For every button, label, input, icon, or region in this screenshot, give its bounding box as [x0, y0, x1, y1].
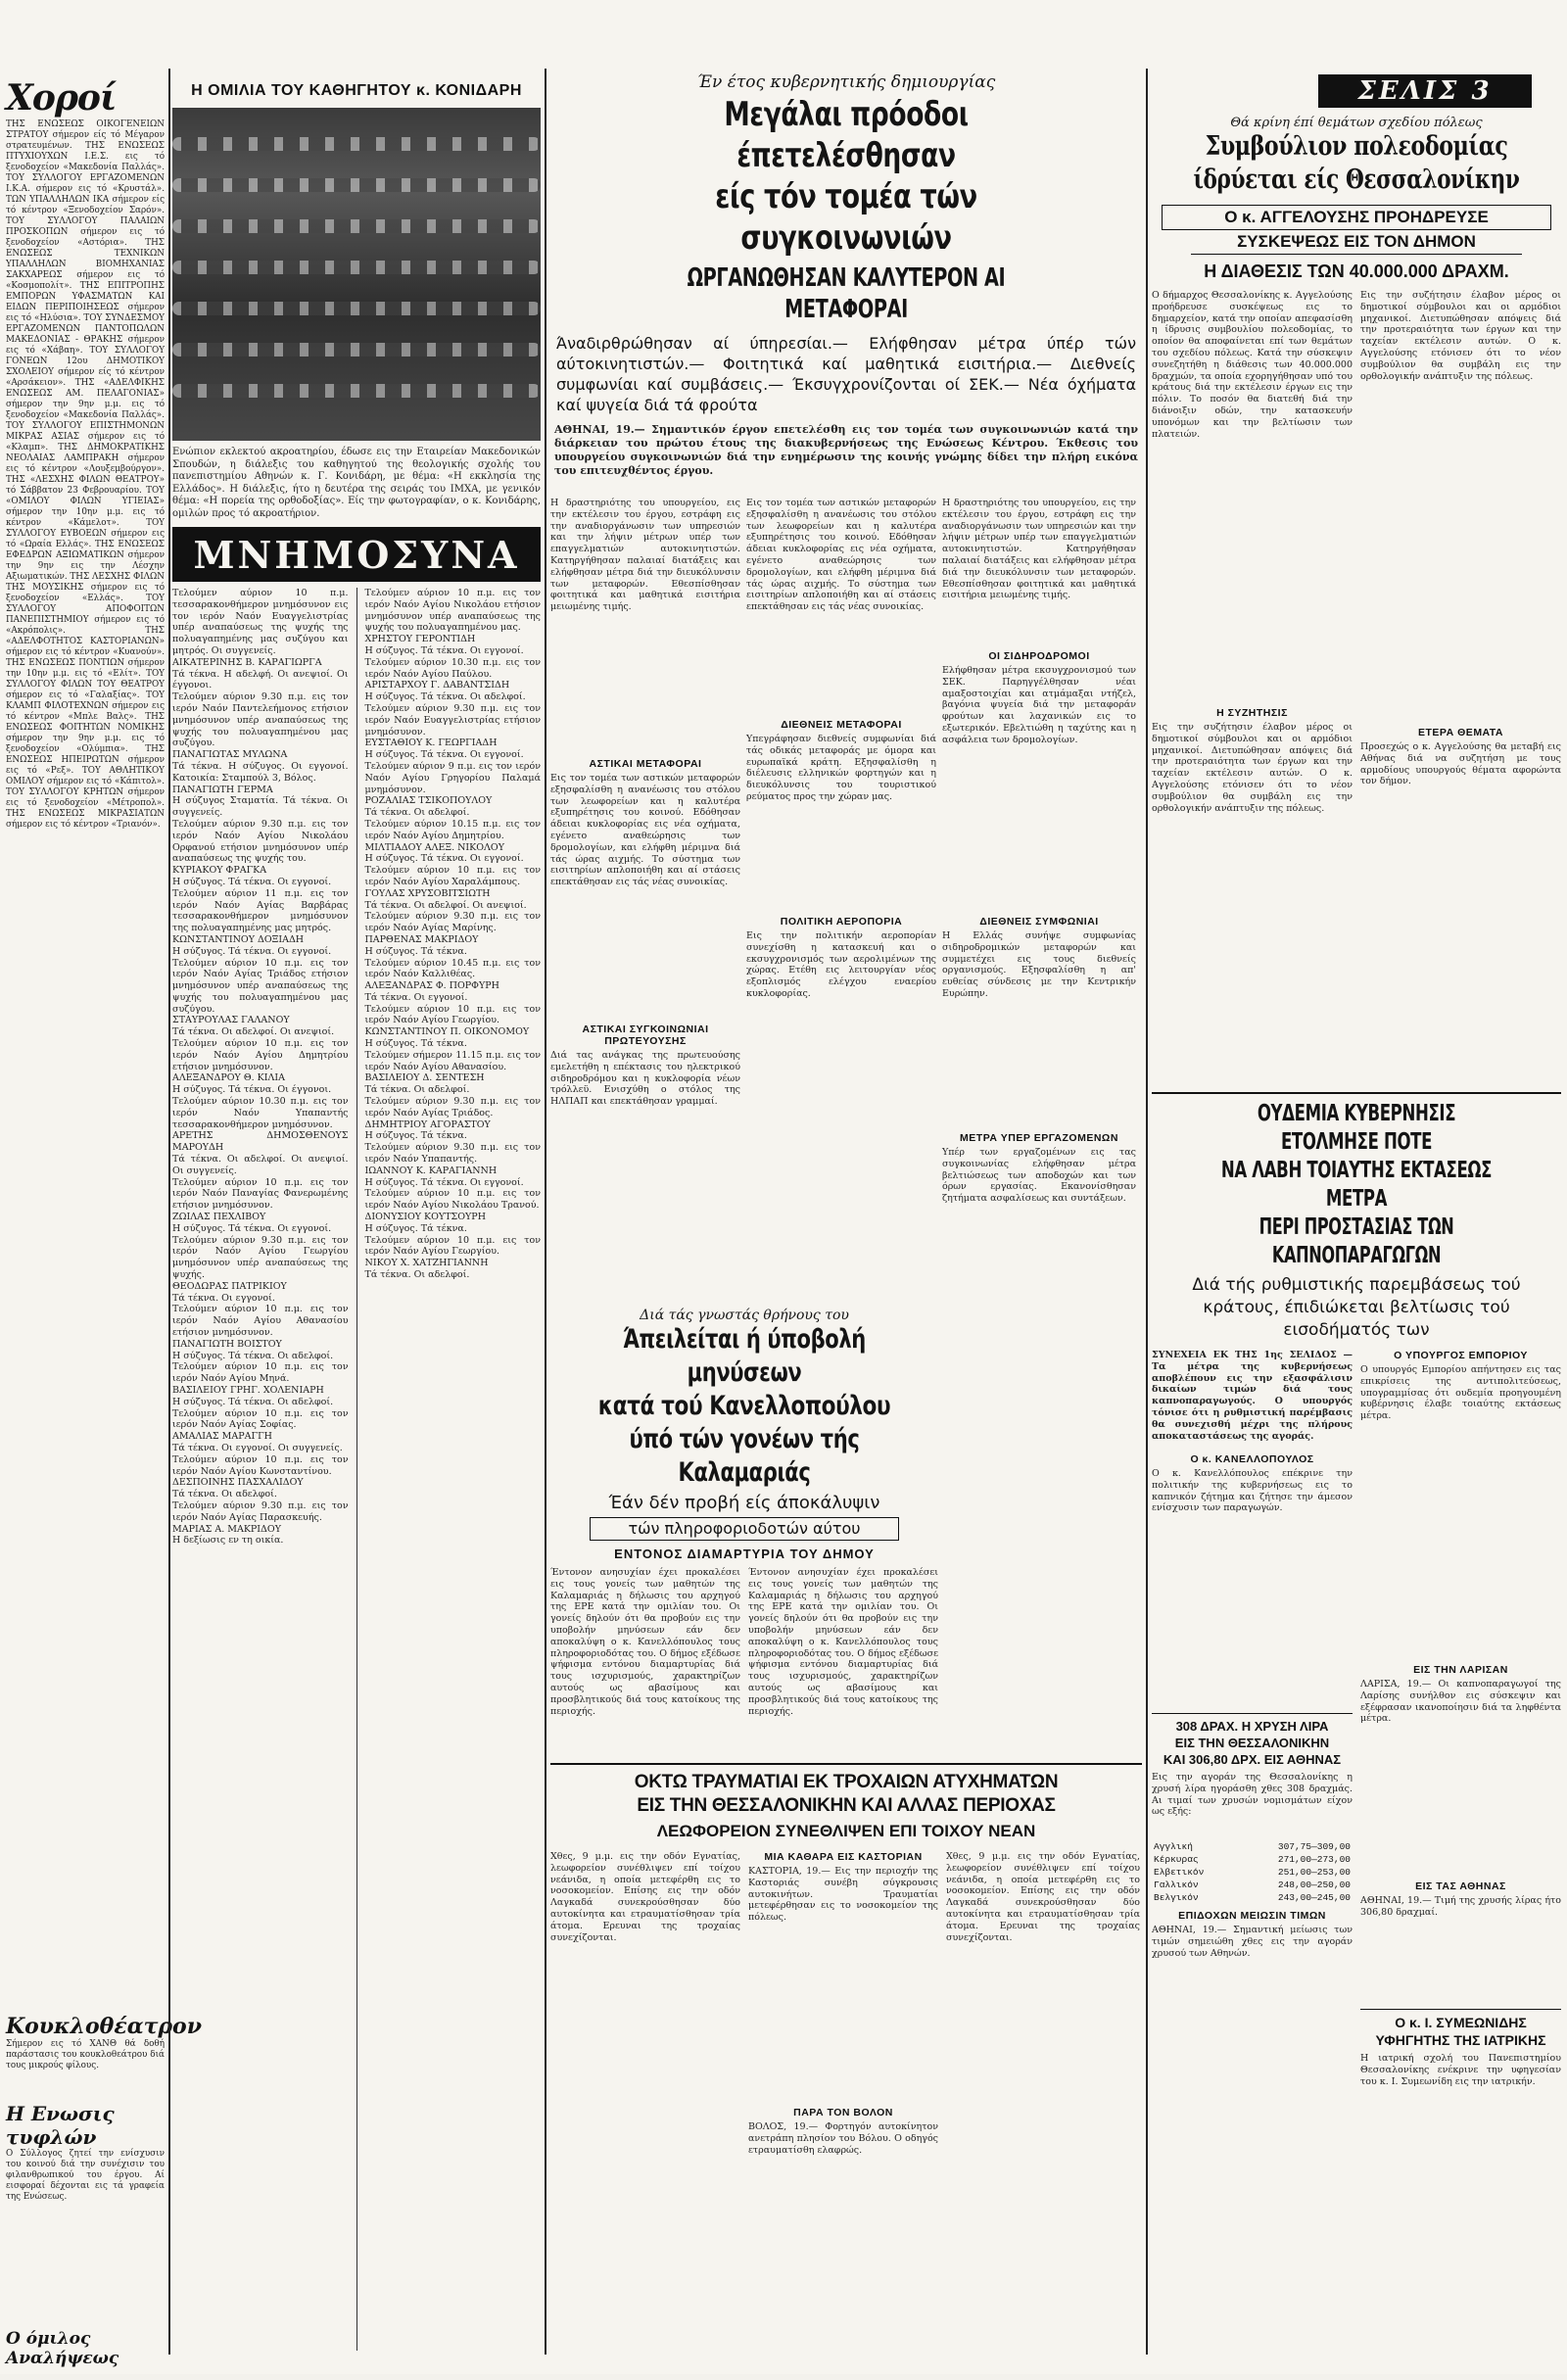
- tobacco-col-2: [1360, 1350, 1565, 2131]
- tobacco-deck: Διά τής ρυθμιστικής παρεμβάσεως τού κράτους, έπιδιώκεται βελτίωσις τού εισοδήματός των: [1192, 1275, 1521, 1340]
- subhead-minister: Ο κ. ΚΑΝΕΛΛΟΠΟΥΛΟΣ: [1190, 1453, 1314, 1465]
- accidents-body-2: ΚΑΣΤΟΡΙΑ, 19.— Εις την περιοχήν της Καστοριάς συνέβη σύγκρουσις αυτοκινήτων. Τραυματίαι μετεφέρθησαν εις το νοσοκομείον της πόλεως.: [748, 1866, 942, 1924]
- mnimosyna-banner: [172, 527, 541, 582]
- subhead-diethneis-symfoniai: ΔΙΕΘΝΕΙΣ ΣΥΜΦΩΝΙΑΙ: [979, 916, 1099, 928]
- choroi-title: Χοροί: [6, 77, 117, 119]
- gold-headline-1: 308 ΔΡΑΧ. Η ΧΡΥΣΗ ΛΙΡΑ: [1175, 1719, 1329, 1734]
- column-rule: [545, 69, 546, 2355]
- koukla-text: Σήμερον εις τό ΧΑΝΘ θά δοθή παράστασις του κουκλοθεάτρου διά τους μικρούς φίλους.: [6, 2039, 167, 2071]
- gold-price-table: [1152, 1840, 1353, 1904]
- tobacco-body: ΣΥΝΕΧΕΙΑ ΕΚ ΤΗΣ 1ης ΣΕΛΙΔΟΣ — Τα μέτρα της κυβερνήσεως αποβλέπουν εις την εξασφάλισιν δικαίων τιμών διά τους καπνοπαραγωγούς. Ο υπουργός τόνισε ότι η ρυθμιστική παρέμβασις θα συνεχισθή μέχρι της πλήρους αποκαταστάσεως της αγοράς.: [1152, 1350, 1356, 1442]
- accidents-col-2: [748, 1851, 942, 2380]
- gold-price-row: [1152, 1879, 1353, 1891]
- accidents-body-4: Χθες, 9 μ.μ. εις την οδόν Εγνατίας, λεωφορείον συνέθλιψεν επί τοίχου νεάνιδα, η οποία μετεφέρθη εις το νοσοκομείον. Επίσης εις την οδόν Λαγκαδά συνεκρούσθησαν δύο αυτοκίνητα και ετραυματίσθησαν τρία άτομα. Ερευναι της τροχαίας συνεχίζονται.: [946, 1851, 1144, 1943]
- konidari-caption: Ενώπιον εκλεκτού ακροατηρίου, έδωσε εις την Εταιρείαν Μακεδονικών Σπουδών, η διάλεξις του καθηγητού της θεολογικής σχολής του πανεπιστημίου Αθηνών κ. Γ. Κονιδάρη, με θέμα: «Η εκκλησία της Ελλάδος». Η διάλεξις, ήτο η δευτέρα της σειράς του ΙΜΧΑ, με γενικόν θέμα: «Η πορεία της ορθοδοξίας». Είς την φωτογραφίαν, ο κ. Κονιδάρης, ομιλών προς τό ακροατήριον.: [172, 447, 545, 519]
- gold-price-row: [1152, 1891, 1353, 1904]
- kanellopoulos-columns: [550, 1567, 942, 1778]
- konidari-headline: Η ΟΜΙΛΙΑ ΤΟΥ ΚΑΘΗΓΗΤΟΥ κ. ΚΟΝΙΔΑΡΗ: [191, 82, 522, 99]
- coin-name: Ελβετικόν: [1154, 1867, 1205, 1878]
- poleodomia-body-4: Προσεχώς ο κ. Αγγελούσης θα μεταβή εις Αθήνας διά να συζητήση με τους αρμοδίους υπουργούς θέματα αφορώντα τον δήμον.: [1360, 741, 1565, 787]
- subhead-ypourgos-emporiou: Ο ΥΠΟΥΡΓΟΣ ΕΜΠΟΡΙΟΥ: [1394, 1350, 1528, 1361]
- mnimosyna-columns: [172, 588, 541, 2351]
- transport-kicker: Έν έτος κυβερνητικής δημιουργίας: [696, 72, 996, 92]
- tobacco-body-6: ΑΘΗΝΑΙ, 19.— Τιμή της χρυσής λίρας ήτο 306,80 δραχμαί.: [1360, 1895, 1565, 1918]
- transport-body-2: Εις τον τομέα των αστικών μεταφορών εξησφαλίσθη η ανανέωσις του στόλου των λεωφορείων και η καλυτέρα εξυπηρέτησις του κοινού. Εδόθησαν άδειαι κυκλοφορίας εις νέα οχήματα, εγένετο αναθεώρησις των δρομολογίων, και ελήφθη μέριμνα διά τάς ώρας αιχμής. Το σύστημα των εισιτηρίων απλοποιήθη και αί στάσεις επεκτάθησαν εις τάς νέας συνοικίας.: [550, 773, 744, 888]
- subhead-syzitisis: Η ΣΥΖΗΤΗΣΙΣ: [1216, 707, 1288, 719]
- transport-headline-2: είς τόν τομέα τών συγκοινωνιών: [715, 177, 977, 258]
- tobacco-article: [1152, 1092, 1565, 2131]
- transport-deck: Άναδιρθρώθησαν αί ύπηρεσίαι.— Ελήφθησαν μέτρα ύπέρ τών αύτοκινητιστών.— Φοιτητικά καί μαθητικά εισιτήρια.— Διεθνείς συμφωνίαι καί συμβάσεις.— Έκσυγχρονίζονται οί ΣΕΚ.— Νέα όχήματα καί ψυγεία διά τά φρούτα: [556, 334, 1136, 414]
- transport-headline-1: Μεγάλαι πρόοδοι έπετελέσθησαν: [724, 95, 969, 175]
- doctor-box: [1360, 2009, 1565, 2131]
- gold-box: [1152, 1713, 1356, 1993]
- coin-name: Κέρκυρας: [1154, 1854, 1199, 1865]
- accidents-headline-1: ΟΚΤΩ ΤΡΑΥΜΑΤΙΑΙ ΕΚ ΤΡΟΧΑΙΩΝ ΑΤΥΧΗΜΑΤΩΝ: [634, 1772, 1059, 1792]
- gold-headline-3: ΚΑΙ 306,80 ΔΡΧ. ΕΙΣ ΑΘΗΝΑΣ: [1163, 1752, 1342, 1767]
- coin-price: 248,00—250,00: [1277, 1880, 1351, 1890]
- kanellopoulos-headline-2: κατά τού Κανελλοπούλου: [597, 1391, 891, 1421]
- coin-name: Βελγικόν: [1154, 1892, 1199, 1903]
- mnimosyna-col-1: Τελούμεν αύριον 10 π.μ. τεσσαρακονθήμερον μνημόσυνον εις τον ιερόν Ναόν Ευαγγελιστρίας υπέρ αναπαύσεως της ψυχής της πολυαγαπημένης μας συζύγου και μητρός. Οι συγγενείς. ΑΙΚΑΤΕΡΙΝΗΣ Β. ΚΑΡΑΓΙΩΡΓΑ Τά τέκνα. Η αδελφή. Οι ανεψιοί. Οι έγγονοι. Τελούμεν αύριον 9.30 π.μ. εις τον ιερόν Ναόν Παντελεήμονος ετήσιον μνημόσυνον υπέρ αναπαύσεως της ψυχής του πολυαγαπημένου μας συζύγου. ΠΑΝΑΓΙΩΤΑΣ ΜΥΛΩΝΑ Τά τέκνα. Η σύζυγος. Οι εγγονοί. Κατοικία: Σταμπούλ 3, Βόλος. ΠΑΝΑΓΙΩΤΗ ΓΕΡΜΑ Η σύζυγος Σταματία. Τά τέκνα. Οι συγγενείς. Τελούμεν αύριον 9.30 π.μ. εις τον ιερόν Ναόν Αγίου Νικολάου Ορφανού ετήσιον μνημόσυνον υπέρ αναπαύσεως της ψυχής του. ΚΥΡΙΑΚΟΥ ΦΡΑΓΚΑ Η σύζυγος. Τά τέκνα. Οι εγγονοί. Τελούμεν αύριον 11 π.μ. εις τον ιερόν Ναόν Αγίας Βαρβάρας τεσσαρακονθήμερον μνημόσυνον της πολυαγαπημένης μας μητρός. ΚΩΝΣΤΑΝΤΙΝΟΥ ΔΟΞΙΑΔΗ Η σύζυγος. Τά τέκνα. Οι εγγονοί. Τελούμεν αύριον 10 π.μ. εις τον ιερόν Ναόν Αγίας Τριάδος ετήσιον μνημόσυνον υπέρ αναπαύσεως της ψυχής του πολυαγαπημένου μας συζύγου. ΣΤΑΥΡΟΥΛΑΣ ΓΑΛΑΝΟΥ Τά τέκνα. Οι αδελφοί. Οι ανεψιοί. Τελούμεν αύριον 10 π.μ. εις τον ιερόν Ναόν Αγίου Δημητρίου ετήσιον μνημόσυνον. ΑΛΕΞΑΝΔΡΟΥ Θ. ΚΙΛΙΑ Η σύζυγος. Τά τέκνα. Οι έγγονοι. Τελούμεν αύριον 10.30 π.μ. εις τον ιερόν Ναόν Υπαπαντής τεσσαρακονθήμερον μνημόσυνον. ΑΡΕΤΗΣ ΔΗΜΟΣΘΕΝΟΥΣ ΜΑΡΟΥΔΗ Τά τέκνα. Οι αδελφοί. Οι ανεψιοί. Οι συγγενείς. Τελούμεν αύριον 10 π.μ. εις τον ιερόν Ναόν Παναγίας Φανερωμένης ετήσιον μνημόσυνον. ΖΩΙΛΑΣ ΠΕΧΛΙΒΟΥ Η σύζυγος. Τά τέκνα. Οι εγγονοί. Τελούμεν αύριον 9.30 π.μ. εις τον ιερόν Ναόν Αγίου Γεωργίου μνημόσυνον υπέρ αναπαύσεως της ψυχής. ΘΕΟΔΩΡΑΣ ΠΑΤΡΙΚΙΟΥ Τά τέκνα. Οι εγγονοί. Τελούμεν αύριον 10 π.μ. εις τον ιερόν Ναόν Αγίου Αθανασίου ετήσιον μνημόσυνον. ΠΑΝΑΓΙΩΤΗ ΒΟΙΣΤΟΥ Η σύζυγος. Τά τέκνα. Οι αδελφοί. Τελούμεν αύριον 10 π.μ. εις τον ιερόν Ναόν Αγίου Μηνά. ΒΑΣΙΛΕΙΟΥ ΓΡΗΓ. ΧΟΛΕΝΙΑΡΗ Η σύζυγος. Τά τέκνα. Οι αδελφοί. Τελούμεν αύριον 10 π.μ. εις τον ιερόν Ναόν Αγίας Σοφίας. ΑΜΑΛΙΑΣ ΜΑΡΑΓΓΗ Τά τέκνα. Οι εγγονοί. Οι συγγενείς. Τελούμεν αύριον 10 π.μ. εις τον ιερόν Ναόν Αγίου Κωνσταντίνου. ΔΕΣΠΟΙΝΗΣ ΠΑΣΧΑΛΙΔΟΥ Τά τέκνα. Οι αδελφοί. Τελούμεν αύριον 9.30 π.μ. εις τον ιερόν Ναόν Αγίας Παρασκευής. ΜΑΡΙΑΣ Α. ΜΑΚΡΙΔΟΥ Η δεξίωσις εν τη οικία.: [172, 588, 349, 1547]
- gold-price-row: [1152, 1853, 1353, 1866]
- coin-name: Γαλλικόν: [1154, 1880, 1199, 1890]
- tobacco-body-3: Ο κ. Κανελλόπουλος επέκρινε την πολιτικήν της κυβερνήσεως εις το καπνικόν ζήτημα και ζήτησε την άμεσον ενίσχυσιν των παραγωγών.: [1152, 1468, 1356, 1514]
- subhead-etera-themata: ΕΤΕΡΑ ΘΕΜΑΤΑ: [1418, 727, 1503, 738]
- transport-body-col2: Εις τον τομέα των αστικών μεταφορών εξησφαλίσθη η ανανέωσις του στόλου των λεωφορείων και η καλυτέρα εξυπηρέτησις του κοινού. Εδόθησαν άδειαι κυκλοφορίας εις νέα οχήματα, εγένετο αναθεώρησις των δρομολογίων, και ελήφθη μέριμνα διά τάς ώρας αιχμής. Το σύστημα των εισιτηρίων απλοποιήθη και αί στάσεις επεκτάθησαν εις τάς νέας συνοικίας.: [746, 498, 940, 613]
- poleodomia-col-2: [1360, 290, 1565, 976]
- transport-body-6: Ελήφθησαν μέτρα εκσυγχρονισμού των ΣΕΚ. Παρηγγέλθησαν νέαι αμαξοστοιχίαι και ατμάμαξαι ντήζελ, βαγόνια ψυγεία διά την μεταφοράν φρούτων και λαχανικών εις το εξωτερικόν. Εβελτιώθη η ταχύτης και η ασφάλεια των δρομολογίων.: [942, 665, 1140, 745]
- subhead-protevousis: ΑΣΤΙΚΑΙ ΣΥΓΚΟΙΝΩΝΙΑΙ ΠΡΩΤΕΥΟΥΣΗΣ: [582, 1023, 709, 1047]
- kanellopoulos-body: Έντονον ανησυχίαν έχει προκαλέσει εις τους γονείς των μαθητών της Καλαμαριάς η δήλωσις του αρχηγού της ΕΡΕ κατά την ομιλίαν του. Οι γονείς δηλούν ότι θα προβούν εις την υποβολήν μηνύσεων εάν δεν αποκαλύψη ο κ. Κανελλόπουλος τους πληροφοριοδότας του. Ο δήμος εξέδωσε ψήφισμα εντόνου διαμαρτυρίας διά τους ισχυρισμούς, χαρακτηρίζων αυτούς ως αβασίμους και προσβλητικούς διά τους κατοίκους της περιοχής.: [550, 1567, 744, 1717]
- doctor-headline-2: ΥΦΗΓΗΤΗΣ ΤΗΣ ΙΑΤΡΙΚΗΣ: [1375, 2032, 1546, 2048]
- poleodomia-subhead: Η ΔΙΑΘΕΣΙΣ ΤΩΝ 40.000.000 ΔΡΑΧΜ.: [1204, 262, 1509, 281]
- kanellopoulos-deck-2: τών πληροφοριοδοτών αύτου: [590, 1517, 899, 1541]
- enosis-text: Ο Σύλλογος ζητεί την ενίσχυσιν του κοινού διά την συνέχισιν του φιλανθρωπικού του έργου. Αί εισφοραί δέχονται εις τά γραφεία της Ενώσεως.: [6, 2149, 167, 2202]
- coin-name: Αγγλική: [1154, 1841, 1193, 1852]
- gold-price-row: [1152, 1866, 1353, 1879]
- accidents-columns: [550, 1851, 1142, 2380]
- transport-body: Η δραστηριότης του υπουργείου, εις την εκτέλεσιν του έργου, εστράφη εις την αναδιοργάνωσιν των υπηρεσιών και την λήψιν μέτρων υπέρ των επαγγελματιών αυτοκινητιστών. Κατηργήθησαν παλαιαί διατάξεις και ελήφθησαν μέτρα διά την διευκόλυνσιν των μεταφορών. Εθεσπίσθησαν φοιτητικά και μαθητικά εισιτήρια μειωμένης τιμής.: [550, 498, 744, 613]
- kanellopoulos-headline-3: ύπό τών γονέων τής Καλαμαριάς: [629, 1424, 860, 1488]
- tobacco-body-2: Ο υπουργός Εμπορίου απήντησεν εις τας επικρίσεις της αντιπολιτεύσεως, υπογραμμίσας ότι ουδεμία προηγουμένη κυβέρνησις έλαβε τοιαύτης εκτάσεως μέτρα.: [1360, 1364, 1565, 1422]
- poleodomia-body-2: Εις την συζήτησιν έλαβον μέρος οι δημοτικοί σύμβουλοι και οι αρμόδιοι μηχανικοί. Διετυπώθησαν απόψεις διά την προτεραιότητα των έργων και την ταχείαν εκτέλεσιν αυτών. Ο κ. Αγγελούσης ετόνισεν ότι το νέον συμβούλιον θα συμβάλη εις την ορθολογικήν ανάπτυξιν της πόλεως.: [1152, 722, 1356, 814]
- tobacco-columns: [1152, 1350, 1565, 2131]
- subhead-ergazomenon: ΜΕΤΡΑ ΥΠΕΡ ΕΡΓΑΖΟΜΕΝΩΝ: [960, 1132, 1118, 1144]
- kanellopoulos-article: [550, 1308, 942, 1778]
- column-rule: [1146, 69, 1148, 2355]
- kanellopoulos-body-2: Έντονον ανησυχίαν έχει προκαλέσει εις τους γονείς των μαθητών της Καλαμαριάς η δήλωσις του αρχηγού της ΕΡΕ κατά την ομιλίαν του. Οι γονείς δηλούν ότι θα προβούν εις την υποβολήν μηνύσεων εάν δεν αποκαλύψη ο κ. Κανελλόπουλος τους πληροφοριοδότας του. Ο δήμος εξέδωσε ψήφισμα εντόνου διαμαρτυρίας διά τους ισχυρισμούς, χαρακτηρίζων αυτούς ως αβασίμους και προσβλητικούς διά τους κατοίκους της περιοχής.: [748, 1567, 942, 1717]
- accidents-body: Χθες, 9 μ.μ. εις την οδόν Εγνατίας, λεωφορείον συνέθλιψεν επί τοίχου νεάνιδα, η οποία μετεφέρθη εις το νοσοκομείον. Επίσης εις την οδόν Λαγκαδά συνεκρούσθησαν δύο αυτοκίνητα και ετραυματίσθησαν τρία άτομα. Ερευναι της τροχαίας συνεχίζονται.: [550, 1851, 744, 1943]
- transport-body-8: Υπέρ των εργαζομένων εις τας συγκοινωνίας ελήφθησαν μέτρα βελτιώσεως των αποδοχών και των όρων εργασίας. Εκανονίσθησαν ζητήματα ασφαλίσεως και συντάξεων.: [942, 1147, 1140, 1205]
- poleodomia-kicker: Θά κρίνη έπί θεμάτων σχεδίου πόλεως: [1230, 116, 1483, 130]
- gold-headline-2: ΕΙΣ ΤΗΝ ΘΕΣΣΑΛΟΝΙΚΗΝ: [1174, 1736, 1330, 1750]
- mnimosyna-section: [172, 527, 541, 2374]
- gold-body: Εις την αγοράν της Θεσσαλονίκης η χρυσή λίρα ηγοράσθη χθες 308 δραχμάς. Αι τιμαί των χρυσών νομισμάτων είχον ως εξής:: [1152, 1772, 1356, 1818]
- tobacco-headline-1: ΟΥΔΕΜΙΑ ΚΥΒΕΡΝΗΣΙΣ ΕΤΟΛΜΗΣΕ ΠΟΤΕ: [1257, 1101, 1456, 1155]
- mnimosyna-title: ΜΝΗΜΟΣΥΝΑ: [193, 532, 520, 577]
- subhead-athinas: ΕΙΣ ΤΑΣ ΑΘΗΝΑΣ: [1415, 1880, 1506, 1892]
- subhead-meiosis: ΕΠΙΔΟΧΩΝ ΜΕΙΩΣΙΝ ΤΙΜΩΝ: [1178, 1910, 1326, 1922]
- choroi-text: ΤΗΣ ΕΝΩΣΕΩΣ ΟΙΚΟΓΕΝΕΙΩΝ ΣΤΡΑΤΟΥ σήμερον είς τό Μέγαρον στρατευμένων. ΤΗΣ ΕΝΩΣΕΩΣ ΠΤΥΧΙΟΥΧΩΝ Ι.Ε.Σ. εις τό ξενοδοχείον «Μακεδονία Παλλάς». ΤΟΥ ΣΥΛΛΟΓΟΥ ΕΡΓΑΖΟΜΕΝΩΝ Ι.Κ.Α. σήμερον εις τό «Κρυστάλ». ΤΩΝ ΥΠΑΛΛΗΛΩΝ ΙΚΑ σήμερον είς τό κέντρον «Ξενοδοχείον Σαρόν». ΤΟΥ ΣΥΛΛΟΓΟΥ ΠΑΛΑΙΩΝ ΠΡΟΣΚΟΠΩΝ σήμερον εις τό ξενοδοχείον «Αστόρια». ΤΗΣ ΕΝΩΣΕΩΣ ΤΕΧΝΙΚΩΝ ΥΠΑΛΛΗΛΩΝ ΒΙΟΜΗΧΑΝΙΑΣ ΣΑΚΧΑΡΕΩΣ σήμερον εις τό «Κοσμοπολίτ». ΤΗΣ ΕΠΙΤΡΟΠΗΣ ΕΜΠΟΡΩΝ ΥΦΑΣΜΑΤΩΝ ΚΑΙ ΕΙΔΩΝ ΠΕΡΙΠΟΙΗΣΕΩΣ σήμερον εις τό «Ηλύσια». ΤΟΥ ΣΥΝΔΕΣΜΟΥ ΕΡΓΑΖΟΜΕΝΩΝ ΠΑΝΤΟΠΩΛΩΝ ΜΑΚΕΔΟΝΙΑΣ - ΘΡΑΚΗΣ σήμερον εις τό «Χάβαη». ΤΟΥ ΣΥΛΛΟΓΟΥ ΓΟΝΕΩΝ 12ου ΔΗΜΟΤΙΚΟΥ ΣΧΟΛΕΙΟΥ σήμερον είς τό κέντρον «Αρσάκειον». ΤΗΣ «ΑΔΕΛΦΙΚΗΣ ΕΝΩΣΕΩΣ ΑΜ. ΠΕΛΑΓΟΝΙΑΣ» σήμερον την 9ην μ.μ. εις τό ξενοδοχείον «Μακεδονία Παλλάς». ΤΟΥ ΣΥΛΛΟΓΟΥ ΕΠΙΣΤΗΜΟΝΩΝ ΜΙΚΡΑΣ ΑΣΙΑΣ σήμερον εις τό «Κλαμπ». ΤΗΣ ΔΗΜΟΚΡΑΤΙΚΗΣ ΝΕΟΛΑΙΑΣ ΛΑΜΠΡΑΚΗ σήμερον εις τό κέντρον «Λουξεμβούργον». ΤΗΣ «ΛΕΣΧΗΣ ΦΙΛΩΝ ΘΕΑΤΡΟΥ» τό Σάββατον 23 Φεβρουαρίου. ΤΟΥ «ΟΜΙΛΟΥ ΦΙΛΩΝ ΥΓΙΕΙΑΣ» σήμερον την 10ην μ.μ. εις τό κέντρον «Κάμελοτ». ΤΟΥ ΣΥΛΛΟΓΟΥ ΕΥΒΟΕΩΝ σήμερον εις τό «Ωραία Ελλάς». ΤΗΣ ΕΝΩΣΕΩΣ ΕΦΕΔΡΩΝ ΑΞΙΩΜΑΤΙΚΩΝ σήμερον την 9ην εις την Λέσχην Αξιωματικών. ΤΗΣ ΛΕΣΧΗΣ ΦΙΛΩΝ ΤΗΣ ΜΟΥΣΙΚΗΣ σήμερον εις τό ξενοδοχείον «Ελλάς». ΤΟΥ ΣΥΛΛΟΓΟΥ ΑΠΟΦΟΙΤΩΝ ΠΑΝΕΠΙΣΤΗΜΙΟΥ σήμερον εις τό «Ακρόπολις». ΤΗΣ «ΑΔΕΛΦΟΤΗΤΟΣ ΚΑΣΤΟΡΙΑΝΩΝ» σήμερον εις τό κέντρον «Κυανούν». ΤΗΣ ΕΝΩΣΕΩΣ ΠΟΝΤΙΩΝ σήμερον την 10ην μ.μ. εις τό «Ελίτ». ΤΟΥ ΣΥΛΛΟΓΟΥ ΦΙΛΩΝ ΤΟΥ ΘΕΑΤΡΟΥ σήμερον εις τό «Γαλαξίας». ΤΟΥ ΚΛΑΜΠ ΦΙΛΟΤΕΧΝΩΝ σήμερον εις τό κέντρον «Μπλε Βαλς». ΤΗΣ ΕΝΩΣΕΩΣ ΦΟΙΤΗΤΩΝ ΝΟΜΙΚΗΣ σήμερον την 9ην μ.μ. εις τό ξενοδοχείον «Ολύμπια». ΤΗΣ ΕΝΩΣΕΩΣ ΗΠΕΙΡΩΤΩΝ σήμερον εις τό «Ρεξ». ΤΟΥ ΑΘΛΗΤΙΚΟΥ ΟΜΙΛΟΥ σήμερον εις τό «Κάπιτολ». ΤΟΥ ΣΥΛΛΟΓΟΥ ΚΡΗΤΩΝ σήμερον εις τό ξενοδοχείον «Μέτροπολ». ΤΗΣ ΕΝΩΣΕΩΣ ΜΙΚΡΑΣΙΑΤΩΝ σήμερον εις τό κέντρον «Τριανόν».: [6, 119, 167, 830]
- kanellopoulos-kicker: Διά τάς γνωστάς θρήνους του: [640, 1308, 849, 1323]
- doctor-headline-1: Ο κ. Ι. ΣΥΜΕΩΝΙΔΗΣ: [1395, 2015, 1527, 2030]
- poleodomia-body: Ο δήμαρχος Θεσσαλονίκης κ. Αγγελούσης προήδρευσε συσκέψεως εις το δημαρχείον, κατά την οποίαν απεφασίσθη η ίδρυσις συμβουλίου πολεοδομίας, το οποίον θα αποφαίνεται επί των θεμάτων του σχεδίου πόλεως. Κατά την σύσκεψιν συνεζητήθη η διάθεσις των 40.000.000 δραχμών, τα οποία εχορηγήθησαν υπό του κράτους διά την εκτέλεσιν έργων εις την πόλιν. Το ποσόν θα διατεθή διά την διάνοιξιν οδών, την κατασκευήν υπονόμων και την βελτίωσιν των πλατειών.: [1152, 290, 1356, 440]
- tobacco-headline-2: ΝΑ ΛΑΒΗ ΤΟΙΑΥΤΗΣ ΕΚΤΑΣΕΩΣ ΜΕΤΡΑ: [1220, 1158, 1493, 1212]
- tobacco-body-4: ΛΑΡΙΣΑ, 19.— Οι καπνοπαραγωγοί της Λαρίσης συνήλθον εις σύσκεψιν και εξέφρασαν ικανοποίησιν διά τα ληφθέντα μέτρα.: [1360, 1679, 1565, 1725]
- subhead-volos: ΠΑΡΑ ΤΟΝ ΒΟΛΟΝ: [793, 2107, 893, 2118]
- page-number-badge: ΣΕΛΙΣ 3: [1318, 74, 1532, 108]
- transport-body-columns: [550, 498, 1142, 1343]
- poleodomia-deck-1: Ο κ. ΑΓΓΕΛΟΥΣΗΣ ΠΡΟΗΔΡΕΥΣΕ: [1162, 205, 1551, 230]
- coin-price: 251,00—253,00: [1277, 1867, 1351, 1878]
- subhead-diethneis-metafores: ΔΙΕΘΝΕΙΣ ΜΕΤΑΦΟΡΑΙ: [781, 719, 902, 731]
- subhead-sidirodromoi: ΟΙ ΣΙΔΗΡΟΔΡΟΜΟΙ: [988, 650, 1090, 662]
- left-column: [6, 0, 202, 2374]
- accidents-headline-2: ΕΙΣ ΤΗΝ ΘΕΣΣΑΛΟΝΙΚΗΝ ΚΑΙ ΑΛΛΑΣ ΠΕΡΙΟΧΑΣ: [637, 1795, 1056, 1816]
- subhead-aeroporia: ΠΟΛΙΤΙΚΗ ΑΕΡΟΠΟΡΙΑ: [780, 916, 903, 928]
- gold-price-row: [1152, 1840, 1353, 1853]
- transport-col-3: [942, 498, 1140, 1343]
- mnimosyna-col-2: Τελούμεν αύριον 10 π.μ. εις τον ιερόν Ναόν Αγίου Νικολάου ετήσιον μνημόσυνον υπέρ αναπαύσεως της ψυχής του πολυαγαπημένου μας. ΧΡΗΣΤΟΥ ΓΕΡΟΝΤΙΔΗ Η σύζυγος. Τά τέκνα. Οι εγγονοί. Τελούμεν αύριον 10.30 π.μ. εις τον ιερόν Ναόν Αγίου Παύλου. ΑΡΙΣΤΑΡΧΟΥ Γ. ΔΑΒΑΝΤΣΙΔΗ Η σύζυγος. Τά τέκνα. Οι αδελφοί. Τελούμεν αύριον 9.30 π.μ. εις τον ιερόν Ναόν Ευαγγελιστρίας ετήσιον μνημόσυνον. ΕΥΣΤΑΘΙΟΥ Κ. ΓΕΩΡΓΙΑΔΗ Η σύζυγος. Τά τέκνα. Οι εγγονοί. Τελούμεν αύριον 9 π.μ. εις τον ιερόν Ναόν Αγίου Γρηγορίου Παλαμά μνημόσυνον. ΡΟΖΑΛΙΑΣ ΤΣΙΚΟΠΟΥΛΟΥ Τά τέκνα. Οι αδελφοί. Τελούμεν αύριον 10.15 π.μ. εις τον ιερόν Ναόν Αγίου Δημητρίου. ΜΙΛΤΙΑΔΟΥ ΑΛΕΞ. ΝΙΚΟΛΟΥ Η σύζυγος. Τά τέκνα. Οι εγγονοί. Τελούμεν αύριον 10 π.μ. εις τον ιερόν Ναόν Αγίου Χαραλάμπους. ΓΟΥΛΑΣ ΧΡΥΣΟΒΙΤΣΙΩΤΗ Τά τέκνα. Οι αδελφοί. Οι ανεψιοί. Τελούμεν αύριον 9.30 π.μ. εις τον ιερόν Ναόν Αγίας Μαρίνης. ΠΑΡΘΕΝΑΣ ΜΑΚΡΙΔΟΥ Η σύζυγος. Τά τέκνα. Τελούμεν αύριον 10.45 π.μ. εις τον ιερόν Ναόν Καλλιθέας. ΑΛΕΞΑΝΔΡΑΣ Φ. ΠΟΡΦΥΡΗ Τά τέκνα. Οι εγγονοί. Τελούμεν αύριον 10 π.μ. εις τον ιερόν Ναόν Αγίου Γεωργίου. ΚΩΝΣΤΑΝΤΙΝΟΥ Π. ΟΙΚΟΝΟΜΟΥ Η σύζυγος. Τά τέκνα. Τελούμεν σήμερον 11.15 π.μ. εις τον ιερόν Ναόν Αγίου Αθανασίου. ΒΑΣΙΛΕΙΟΥ Δ. ΣΕΝΤΕΣΗ Τά τέκνα. Οι αδελφοί. Τελούμεν αύριον 9.30 π.μ. εις τον ιερόν Ναόν Αγίας Τριάδος. ΔΗΜΗΤΡΙΟΥ ΑΓΟΡΑΣΤΟΥ Η σύζυγος. Τά τέκνα. Τελούμεν αύριον 9.30 π.μ. εις τον ιερόν Ναόν Υπαπαντής. ΙΩΑΝΝΟΥ Κ. ΚΑΡΑΓΙΑΝΝΗ Η σύζυγος. Τά τέκνα. Οι εγγονοί. Τελούμεν αύριον 10 π.μ. εις τον ιερόν Ναόν Αγίου Νικολάου Τρανού. ΔΙΟΝΥΣΙΟΥ ΚΟΥΤΣΟΥΡΗ Η σύζυγος. Τά τέκνα. Τελούμεν αύριον 10 π.μ. εις τον ιερόν Ναόν Αγίου Γεωργίου. ΝΙΚΟΥ Χ. ΧΑΤΖΗΓΙΑΝΝΗ Τά τέκνα. Οι αδελφοί.: [364, 588, 541, 1281]
- coin-price: 271,00—273,00: [1277, 1854, 1351, 1865]
- transport-col-2: [746, 498, 940, 1343]
- transport-headline-3: ΩΡΓΑΝΩΘΗΣΑΝ ΚΑΛΥΤΕΡΟΝ ΑΙ ΜΕΤΑΦΟΡΑΙ: [687, 263, 1006, 324]
- kanellopoulos-deck: Έάν δέν προβή είς άποκάλυψιν: [608, 1493, 880, 1513]
- subhead-kastoria: ΜΙΑ ΚΑΘΑΡΑ ΕΙΣ ΚΑΣΤΟΡΙΑΝ: [764, 1851, 923, 1863]
- transport-body-col3: Η δραστηριότης του υπουργείου, εις την εκτέλεσιν του έργου, εστράφη εις την αναδιοργάνωσιν των υπηρεσιών και την λήψιν μέτρων υπέρ των επαγγελματιών αυτοκινητιστών. Κατηργήθησαν παλαιαί διατάξεις και ελήφθησαν μέτρα διά την διευκόλυνσιν των μεταφορών. Εθεσπίσθησαν φοιτητικά και μαθητικά εισιτήρια μειωμένης τιμής.: [942, 498, 1140, 601]
- poleodomia-deck-2: ΣΥΣΚΕΨΕΩΣ ΕΙΣ ΤΟΝ ΔΗΜΟΝ: [1191, 230, 1522, 255]
- tobacco-body-5: ΑΘΗΝΑΙ, 19.— Σημαντική μείωσις των τιμών σημειώθη χθες εις την αγοράν χρυσού των Αθηνών.: [1152, 1925, 1356, 1959]
- kanellopoulos-subhead: ΕΝΤΟΝΟΣ ΔΙΑΜΑΡΤΥΡΙΑ ΤΟΥ ΔΗΜΟΥ: [614, 1547, 875, 1561]
- omilos-title: Ο όμιλος Αναλήψεως: [6, 2329, 119, 2368]
- audience-photo: [172, 108, 541, 441]
- transport-body-7: Η Ελλάς συνήψε συμφωνίας σιδηροδρομικών μεταφορών και συμμετέχει εις τους διεθνείς οργανισμούς. Εξησφαλίσθη η απ' ευθείας σύνδεσις με την Κεντρικήν Ευρώπην.: [942, 930, 1140, 999]
- accidents-body-3: ΒΟΛΟΣ, 19.— Φορτηγόν αυτοκίνητον ανετράπη πλησίον του Βόλου. Ο οδηγός ετραυματίσθη ελαφρώς.: [748, 2121, 942, 2156]
- poleodomia-body-3: Εις την συζήτησιν έλαβον μέρος οι δημοτικοί σύμβουλοι και οι αρμόδιοι μηχανικοί. Διετυπώθησαν απόψεις διά την προτεραιότητα των έργων και την ταχείαν εκτέλεσιν αυτών. Ο κ. Αγγελούσης ετόνισεν ότι το νέον συμβούλιον θα συμβάλη εις την ορθολογικήν ανάπτυξιν της πόλεως.: [1360, 290, 1565, 382]
- poleodomia-columns: [1152, 290, 1565, 976]
- poleodomia-headline-2: ίδρύεται είς Θεσσαλονίκην: [1193, 165, 1520, 195]
- coin-price: 307,75—309,00: [1277, 1841, 1351, 1852]
- poleodomia-headline-1: Συμβούλιον πολεοδομίας: [1205, 131, 1508, 162]
- column-rule: [168, 69, 170, 2355]
- subhead-larisa: ΕΙΣ ΤΗΝ ΛΑΡΙΣΑΝ: [1413, 1664, 1508, 1676]
- transport-col-1: [550, 498, 744, 1343]
- poleodomia-col-1: [1152, 290, 1356, 976]
- choroi-header: [6, 76, 165, 119]
- kanellopoulos-headline-1: Άπειλείται ή ύποβολή μηνύσεων: [623, 1324, 866, 1388]
- subhead-astikai: ΑΣΤΙΚΑΙ ΜΕΤΑΦΟΡΑΙ: [589, 758, 702, 770]
- accidents-headline-3: ΛΕΩΦΟΡΕΙΟΝ ΣΥΝΕΘΛΙΨΕΝ ΕΠΙ ΤΟΙΧΟΥ ΝΕΑΝ: [656, 1822, 1036, 1840]
- enosis-title: Η Ενωσις τυφλών: [6, 2102, 115, 2149]
- transport-body-5: Εις την πολιτικήν αεροπορίαν συνεχίσθη η κατασκευή και ο εκσυγχρονισμός των αερολιμένων της χώρας. Ετέθη εις λειτουργίαν νέος εξοπλισμός ελέγχου εναερίου κυκλοφορίας.: [746, 930, 940, 999]
- transport-body-4: Διά τας ανάγκας της πρωτευούσης εμελετήθη η επέκτασις του ηλεκτρικού σιδηροδρόμου και η κυκλοφορία νέων τρόλλεϋ. Ενισχύθη ο στόλος της ΗΛΠΑΠ και επεκτάθησαν γραμμαί.: [550, 1050, 744, 1108]
- koukla-title: Κουκλοθέατρον: [6, 2014, 202, 2039]
- transport-body-3: Υπεγράφησαν διεθνείς συμφωνίαι διά τάς οδικάς μεταφοράς με όμορα και ευρωπαϊκά κράτη. Εξησφαλίσθη η διέλευσις ελληνικών φορτηγών και η διευκόλυνσις του τουριστικού ρεύματος προς την χώραν μας.: [746, 734, 940, 802]
- coin-price: 243,00—245,00: [1277, 1892, 1351, 1903]
- tobacco-col-1: [1152, 1350, 1356, 2131]
- accidents-article: [550, 1763, 1142, 2380]
- doctor-body: Η ιατρική σχολή του Πανεπιστημίου Θεσσαλονίκης ενέκρινε την υφηγεσίαν του κ. Ι. Συμεωνίδη εις την ιατρικήν.: [1360, 2053, 1565, 2087]
- tobacco-headline-3: ΠΕΡΙ ΠΡΟΣΤΑΣΙΑΣ ΤΩΝ ΚΑΠΝΟΠΑΡΑΓΩΓΩΝ: [1258, 1214, 1454, 1268]
- transport-lead: ΑΘΗΝΑΙ, 19.— Σημαντικόν έργον επετελέσθη εις τον τομέα των συγκοινωνιών κατά την διάρκειαν του πρώτου έτους της διακυβερνήσεως της Ενώσεως Κέντρου. Έκθεσις του υπουργείου συγκοινωνιών διά την ενημέρωσιν της κοινής γνώμης δίδει την πλήρη εικόνα του επιτευχθέντος έργου.: [554, 423, 1142, 477]
